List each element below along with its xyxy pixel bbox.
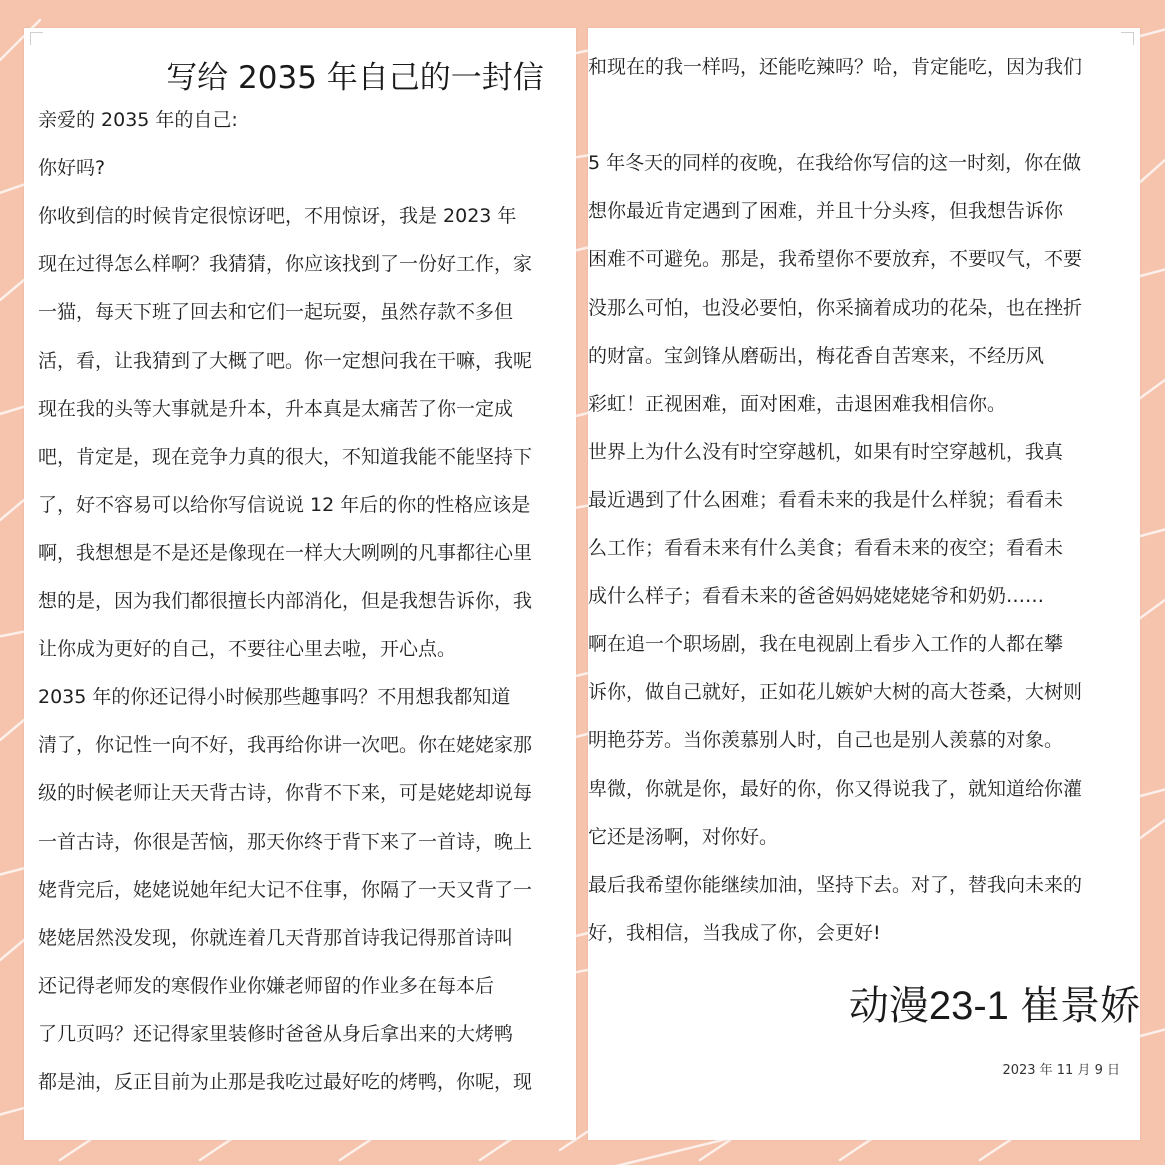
letter-line: 它还是汤啊，对你好。 [588, 825, 779, 848]
letter-line: 活，看，让我猜到了大概了吧。你一定想问我在干嘛，我呢 [38, 349, 533, 372]
letter-line: 了，好不容易可以给你写信说说 12 年后的你的性格应该是 [38, 493, 531, 516]
letter-line: 最近遇到了什么困难；看看未来的我是什么样貌；看看未 [588, 488, 1064, 511]
letter-line: 一首古诗，你很是苦恼，那天你终于背下来了一首诗，晚上 [38, 830, 533, 853]
letter-line: 啊在追一个职场剧，我在电视剧上看步入工作的人都在攀 [588, 633, 1064, 656]
letter-line: 亲爱的 2035 年的自己: [38, 109, 238, 131]
letter-line: 姥背完后，姥姥说她年纪大记不住事，你隔了一天又背了一 [38, 878, 533, 901]
letter-line: 让你成为更好的自己，不要往心里去啦，开心点。 [38, 638, 457, 661]
letter-line: 都是油，反正目前为止那是我吃过最好吃的烤鸭，你呢，现 [38, 1071, 533, 1093]
letter-line: 想的是，因为我们都很擅长内部消化，但是我想告诉你，我 [38, 590, 533, 612]
letter-line: 卑微，你就是你，最好的你，你又得说我了，就知道给你灌 [588, 777, 1083, 800]
letter-line: 2035 年的你还记得小时候那些趣事吗？不用想我都知道 [38, 686, 511, 709]
letter-line: 一猫，每天下班了回去和它们一起玩耍，虽然存款不多但 [38, 301, 514, 324]
signature: 动漫23-1 崔景娇 [848, 984, 1140, 1028]
letter-line: 成什么样子；看看未来的爸爸妈妈姥姥姥爷和奶奶…… [588, 585, 1045, 608]
letter-line: 你收到信的时候肯定很惊讶吧，不用惊讶，我是 2023 年 [38, 205, 517, 228]
letter-line: 和现在的我一样吗，还能吃辣吗？哈，肯定能吃，因为我们 [588, 56, 1083, 78]
letter-line: 现在我的头等大事就是升本，升本真是太痛苦了你一定成 [38, 397, 514, 420]
letter-page-right [588, 28, 1140, 1140]
letter-page-left [24, 28, 576, 1140]
letter-line: 没那么可怕，也没必要怕，你采摘着成功的花朵，也在挫折 [588, 296, 1083, 319]
letter-line: 级的时候老师让天天背古诗，你背不下来，可是姥姥却说每 [38, 782, 533, 805]
letter-line: 世界上为什么没有时空穿越机，如果有时空穿越机，我真 [588, 440, 1064, 463]
letter-line: 啊，我想想是不是还是像现在一样大大咧咧的凡事都往心里 [38, 541, 533, 564]
crop-mark [30, 32, 43, 45]
letter-line: 好，我相信，当我成了你，会更好! [588, 921, 881, 944]
letter-line: 诉你，做自己就好，正如花儿嫉妒大树的高大苍桑，大树则 [588, 681, 1083, 704]
letter-line: 5 年冬天的同样的夜晚，在我给你写信的这一时刻，你在做 [588, 152, 1082, 175]
letter-line: 吧，肯定是，现在竞争力真的很大，不知道我能不能坚持下 [38, 445, 533, 468]
letter-line: 姥姥居然没发现，你就连着几天背那首诗我记得那首诗叫 [38, 926, 514, 949]
letter-line: 了几页吗？还记得家里装修时爸爸从身后拿出来的大烤鸭 [38, 1022, 514, 1045]
letter-line: 困难不可避免。那是，我希望你不要放弃，不要叹气，不要 [588, 248, 1083, 271]
letter-line: 想你最近肯定遇到了困难，并且十分头疼，但我想告诉你 [588, 200, 1064, 223]
letter-line: 么工作；看看未来有什么美食；看看未来的夜空；看看未 [588, 537, 1064, 559]
letter-line: 彩虹！正视困难，面对困难，击退困难我相信你。 [588, 392, 1007, 415]
letter-line: 明艳芬芳。当你羡慕别人时，自己也是别人羡慕的对象。 [588, 729, 1064, 752]
letter-line: 的财富。宝剑锋从磨砺出，梅花香自苦寒来，不经历风 [588, 344, 1045, 367]
letter-line: 清了，你记性一向不好，我再给你讲一次吧。你在姥姥家那 [38, 734, 533, 757]
letter-line: 最后我希望你能继续加油，坚持下去。对了，替我向未来的 [588, 873, 1083, 896]
letter-line: 现在过得怎么样啊？我猜猜，你应该找到了一份好工作，家 [38, 253, 533, 276]
letter-line: 还记得老师发的寒假作业你嫌老师留的作业多在每本后 [38, 974, 495, 997]
crop-mark [1121, 32, 1134, 45]
letter-line: 你好吗? [38, 157, 106, 180]
letter-date: 2023 年 11 月 9 日 [1002, 1063, 1120, 1078]
letter-title: 写给 2035 年自己的一封信 [166, 60, 544, 96]
